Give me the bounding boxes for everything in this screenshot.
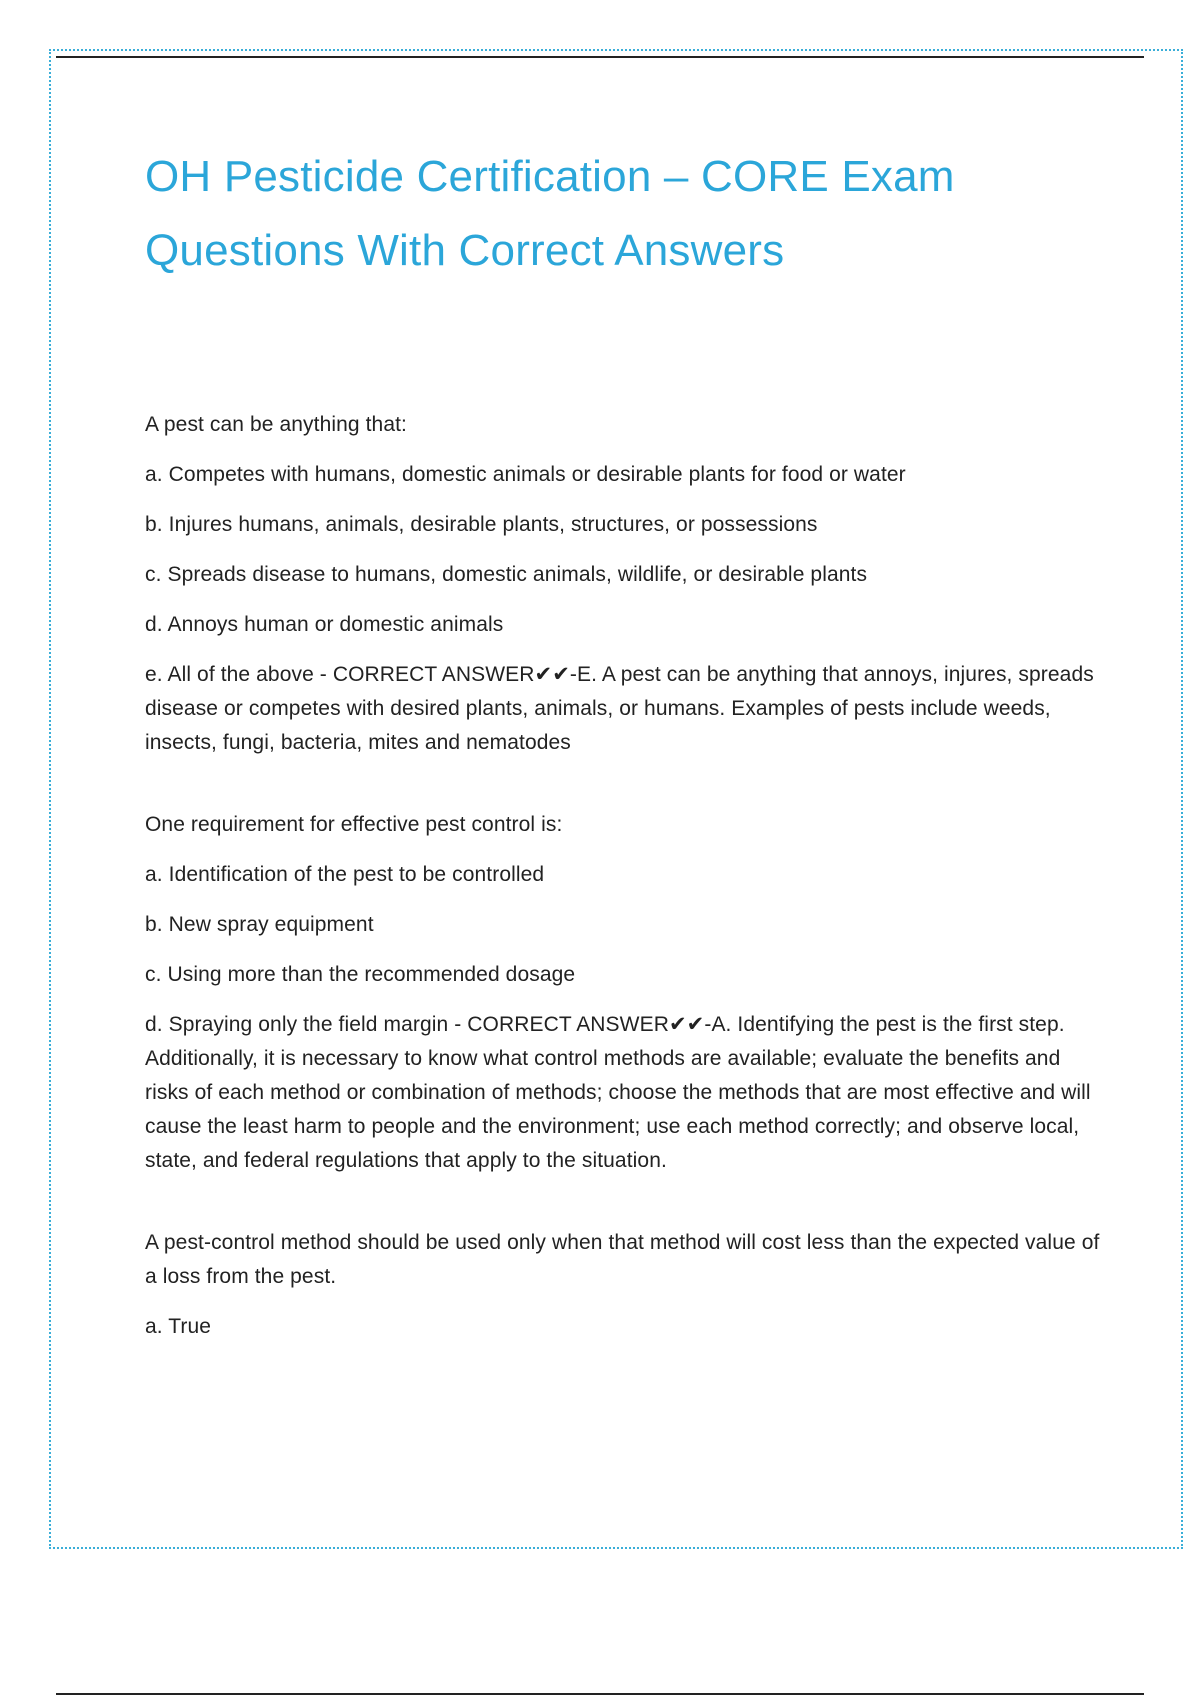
answer-option: c. Using more than the recommended dosage (145, 963, 576, 986)
question-2 (145, 808, 1105, 1178)
document-title-line-2: Questions With Correct Answers (145, 226, 785, 275)
answer-option-with-correct-answer: e. All of the above - CORRECT ANSWER✔✔-E. A pest can be anything that annoys, injures, spreads disease or competes with desired plants, animals, or humans. Examples of pests include weeds, insects, fungi, bacteria, mites and nematodes (145, 663, 1094, 754)
answer-option: b. New spray equipment (145, 913, 374, 936)
answer-option-with-correct-answer: d. Spraying only the field margin - CORRECT ANSWER✔✔-A. Identifying the pest is the first step. Additionally, it is necessary to know what control methods are available; evaluate the benefits and risks of each method or combination of methods; choose the methods that are most effective and will cause the least harm to people and the environment; use each method correctly; and observe local, state, and federal regulations that apply to the situation. (145, 1013, 1091, 1172)
document-title-line-1: OH Pesticide Certification – CORE Exam (145, 152, 955, 201)
question-prompt: A pest-control method should be used only when that method will cost less than the expected value of a loss from the pest. (145, 1231, 1100, 1288)
questions-list (145, 408, 1105, 1344)
document-content (145, 140, 1105, 1392)
top-rule (56, 56, 1144, 58)
question-1 (145, 408, 1105, 760)
answer-option: d. Annoys human or domestic animals (145, 613, 504, 636)
question-prompt: A pest can be anything that: (145, 413, 407, 436)
question-prompt: One requirement for effective pest control is: (145, 813, 563, 836)
question-3 (145, 1226, 1105, 1344)
document-title (145, 140, 1105, 288)
answer-option: a. Competes with humans, domestic animals or desirable plants for food or water (145, 463, 906, 486)
answer-option: b. Injures humans, animals, desirable plants, structures, or possessions (145, 513, 818, 536)
bottom-rule (56, 1693, 1144, 1695)
answer-option: c. Spreads disease to humans, domestic animals, wildlife, or desirable plants (145, 563, 868, 586)
answer-option: a. True (145, 1315, 212, 1338)
answer-option: a. Identification of the pest to be controlled (145, 863, 545, 886)
